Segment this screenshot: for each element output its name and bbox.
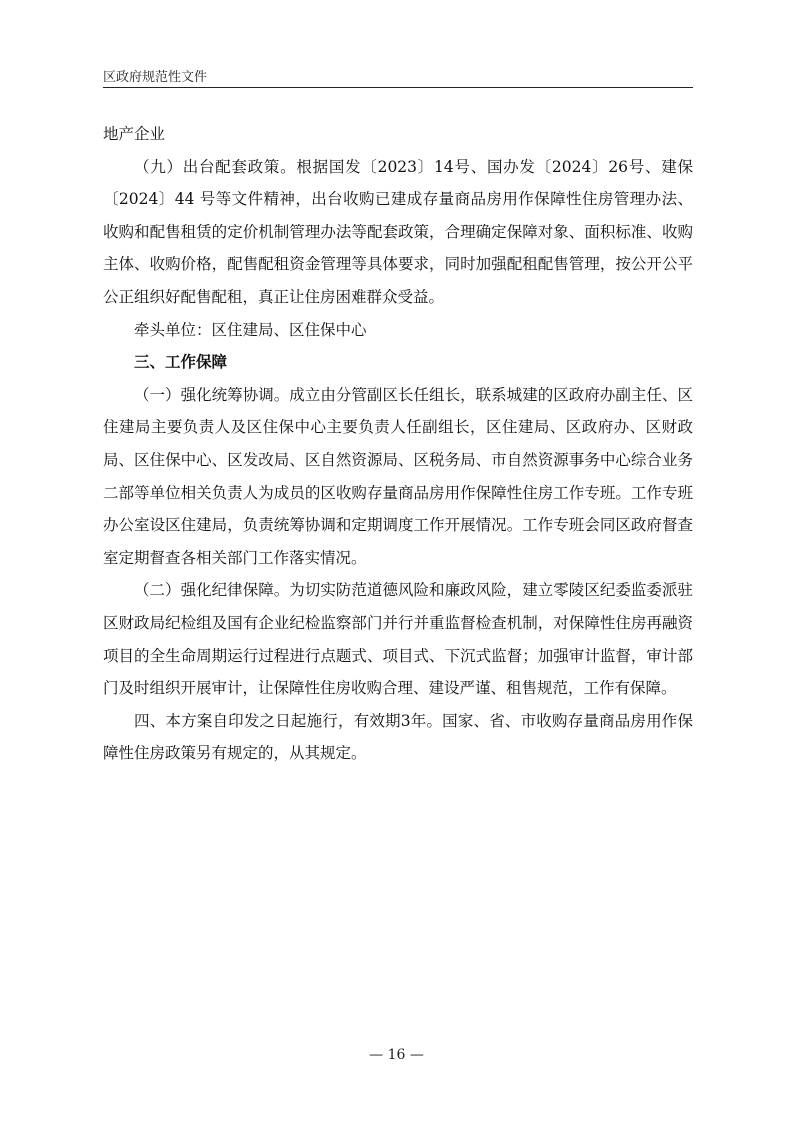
paragraph-discipline: （二）强化纪律保障。为切实防范道德风险和廉政风险，建立零陵区纪委监委派驻区财政局纪检组及国有企业纪检监察部门并行并重监督检查机制，对保障性住房再融资项目的全生命周期运行过程进行点题式、项目式、下沉式监督；加强审计监督，审计部门及时组织开展审计，让保障性住房收购合理、建设严谨、租售规范，工作有保障。 xyxy=(103,581,693,698)
page-number: — 16 — xyxy=(369,1047,424,1063)
paragraph-coordination: （一）强化统筹协调。成立由分管副区长任组长，联系城建的区政府办副主任、区住建局主要负责人及区住保中心主要负责人任副组长，区住建局、区政府办、区财政局、区住保中心、区发改局、区自然资源局、区税务局、市自然资源事务中心综合业务二部等单位相关负责人为成员的区收购存量商品房用作保障性住房工作专班。工作专班办公室设区住建局，负责统筹协调和定期调度工作开展情况。工作专班会同区政府督查室定期督查各相关部门工作落实情况。 xyxy=(103,385,693,567)
document-body xyxy=(103,118,693,770)
paragraph-continuation: 地产企业 xyxy=(103,125,166,143)
header-divider xyxy=(103,87,693,88)
paragraph-policy-item-9: （九）出台配套政策。根据国发〔2023〕14号、国办发〔2024〕26号、建保〔2024〕44 号等文件精神，出台收购已建成存量商品房用作保障性住房管理办法、收购和配售租赁的定价机制管理办法等配套政策，合理确定保障对象、面积标准、收购主体、收购价格，配售配租资金管理等具体要求，同时加强配租配售管理，按公开公平公正组织好配售配租，真正让住房困难群众受益。 xyxy=(103,157,693,306)
section-heading-work-guarantee: 三、工作保障 xyxy=(134,352,228,372)
paragraph-effective-date: 四、本方案自印发之日起施行，有效期3年。国家、省、市收购存量商品房用作保障性住房政策另有规定的，从其规定。 xyxy=(103,711,693,763)
document-header: 区政府规范性文件 xyxy=(103,70,208,85)
paragraph-lead-unit: 牵头单位：区住建局、区住保中心 xyxy=(134,320,367,339)
